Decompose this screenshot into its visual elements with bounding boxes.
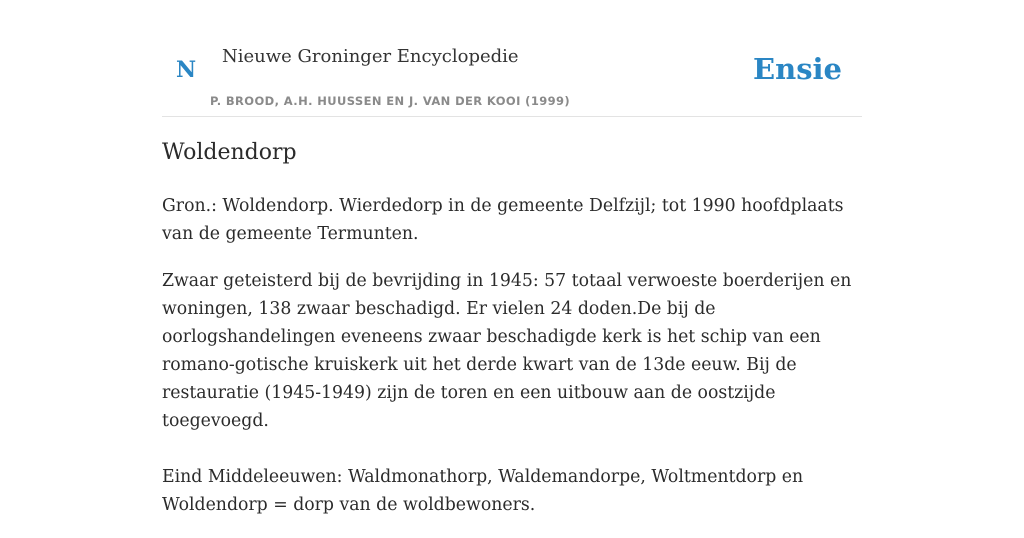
entry-paragraph: Zwaar geteisterd bij de bevrijding in 1945: 57 totaal verwoeste boerderijen en woningen, 138 zwaar beschadigd. Er vielen 24 doden.De bij de oorlogshandelingen eveneens zwaar beschadigde kerk is het schip van een romano-gotische kruiskerk uit het derde kwart van de 13de eeuw. Bij de restauratie (1945-1949) zijn de toren en een uitbouw aan de oostzijde toegevoegd. — [162, 271, 852, 431]
source-logo[interactable]: N — [176, 57, 197, 83]
source-header — [162, 0, 862, 117]
encyclopedia-card — [162, 0, 862, 515]
book-authors: P. BROOD, A.H. HUUSSEN EN J. VAN DER KOOI (1999) — [210, 94, 571, 108]
entry-paragraph: Gron.: Woldendorp. Wierdedorp in de gemeente Delfzijl; tot 1990 hoofdplaats van de gemeente Termunten. — [162, 196, 844, 244]
book-title[interactable]: Nieuwe Groninger Encyclopedie — [222, 46, 519, 67]
entry-etymology: Eind Middeleeuwen: Waldmonathorp, Waldemandorpe, Woltmentdorp en Woldendorp = dorp van de woldbewoners. — [162, 467, 804, 515]
entry-headword: Woldendorp — [162, 140, 297, 165]
entry-body — [162, 192, 862, 538]
brand-logo[interactable]: Ensie — [753, 52, 842, 86]
